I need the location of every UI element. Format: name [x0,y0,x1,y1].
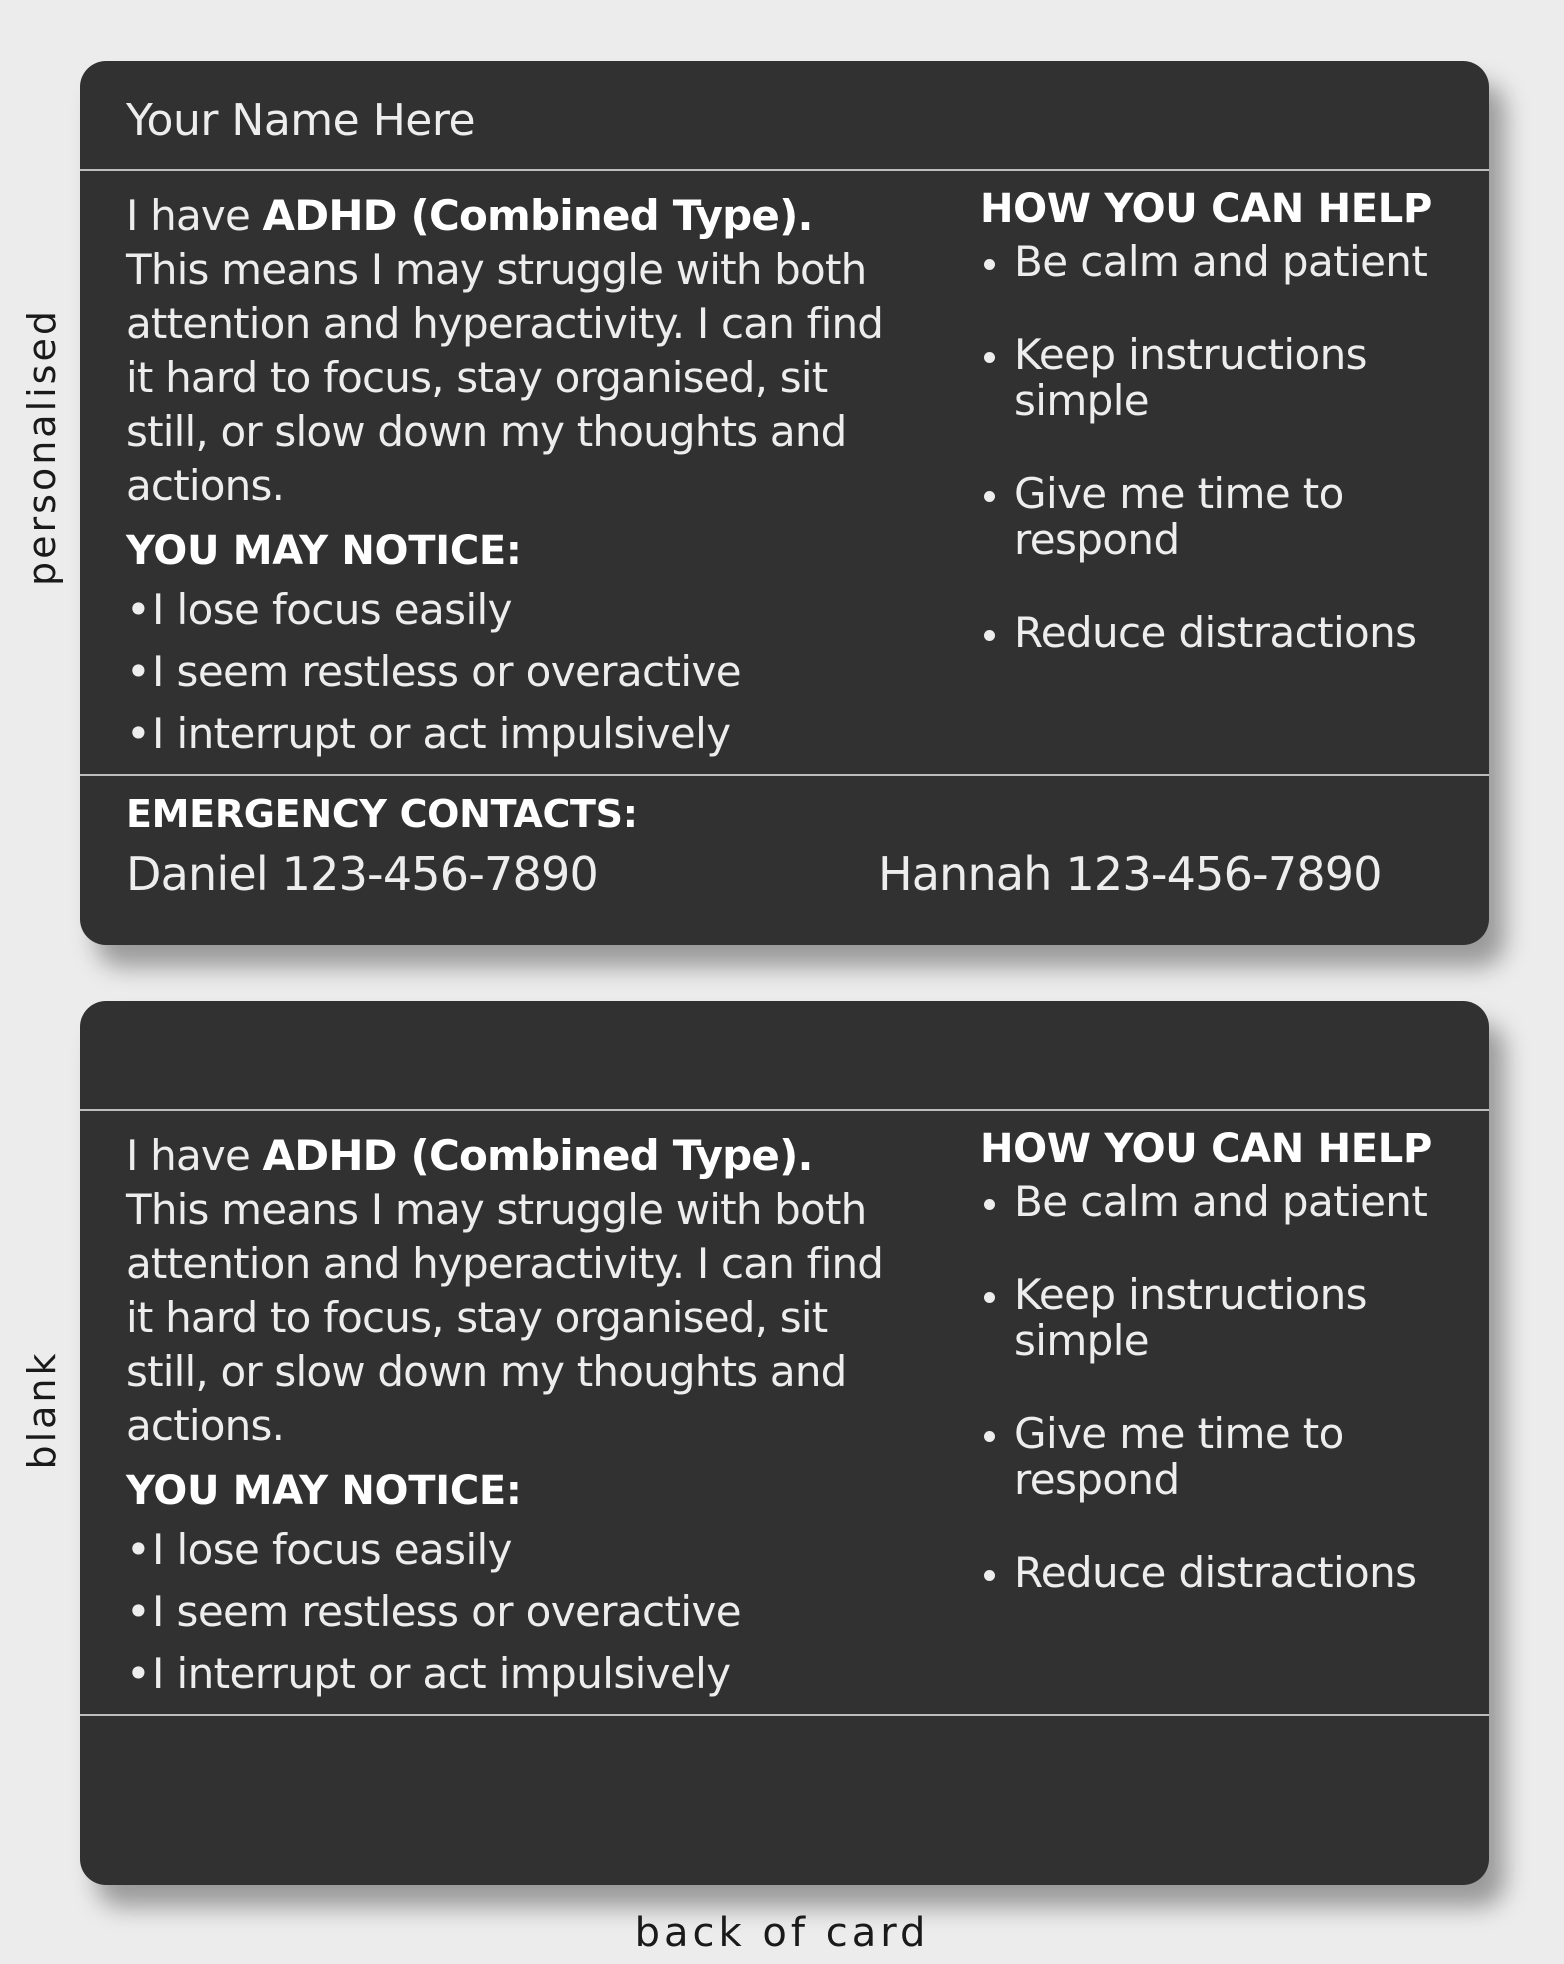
notice-item: •I interrupt or act impulsively [126,709,731,758]
notice-item-text: I seem restless or overactive [152,647,741,696]
notice-heading: YOU MAY NOTICE: [126,1468,522,1514]
notice-list [126,1519,896,1705]
help-list [980,1179,1480,1596]
notice-item: •I lose focus easily [126,585,512,634]
notice-item: •I lose focus easily [126,1525,512,1574]
notice-list [126,579,896,765]
notice-item: •I seem restless or overactive [126,647,741,696]
help-item: Reduce distractions [980,610,1480,656]
help-item: Reduce distractions [980,1550,1480,1596]
header-divider [80,169,1489,171]
emergency-heading: EMERGENCY CONTACTS: [126,792,638,836]
header-divider [80,1109,1489,1111]
emergency-contact-1: Daniel 123-456-7890 [126,847,598,901]
condition-name: ADHD (Combined Type). [262,1131,813,1180]
help-item: Give me time to respond [980,471,1480,563]
help-item: Be calm and patient [980,1179,1480,1225]
blank-label: blank [20,1350,64,1470]
intro-details: This means I may struggle with both attention and hyperactivity. I can find it hard to focus, stay organised, sit still, or slow down my thoughts and actions. [126,245,884,510]
help-item: Be calm and patient [980,239,1480,285]
notice-item-text: I lose focus easily [152,585,512,634]
intro-prefix: I have [126,1131,263,1180]
intro-prefix: I have [126,191,263,240]
help-item: Keep instructions simple [980,1272,1480,1364]
description-column [126,189,896,765]
notice-item-text: I interrupt or act impulsively [152,1649,731,1698]
personalised-label: personalised [20,308,64,586]
notice-item-text: I lose focus easily [152,1525,512,1574]
help-list [980,239,1480,656]
back-of-card-label: back of card [634,1910,930,1956]
condition-description [126,1129,896,1453]
description-column [126,1129,896,1705]
help-item: Give me time to respond [980,1411,1480,1503]
condition-name: ADHD (Combined Type). [262,191,813,240]
help-column [980,179,1480,703]
notice-heading: YOU MAY NOTICE: [126,528,522,574]
intro-details: This means I may struggle with both attention and hyperactivity. I can find it hard to focus, stay organised, sit still, or slow down my thoughts and actions. [126,1185,884,1450]
emergency-contact-2: Hannah 123-456-7890 [878,847,1382,901]
help-item: Keep instructions simple [980,332,1480,424]
emergency-section [126,787,1446,901]
condition-description [126,189,896,513]
help-heading: HOW YOU CAN HELP [980,1126,1432,1172]
card-holder-name: Your Name Here [126,95,476,146]
notice-item-text: I seem restless or overactive [152,1587,741,1636]
help-column [980,1119,1480,1643]
notice-item: •I interrupt or act impulsively [126,1649,731,1698]
footer-divider [80,1714,1489,1716]
notice-item: •I seem restless or overactive [126,1587,741,1636]
blank-card [80,1001,1489,1885]
footer-divider [80,774,1489,776]
notice-item-text: I interrupt or act impulsively [152,709,731,758]
help-heading: HOW YOU CAN HELP [980,186,1432,232]
personalised-card [80,61,1489,945]
